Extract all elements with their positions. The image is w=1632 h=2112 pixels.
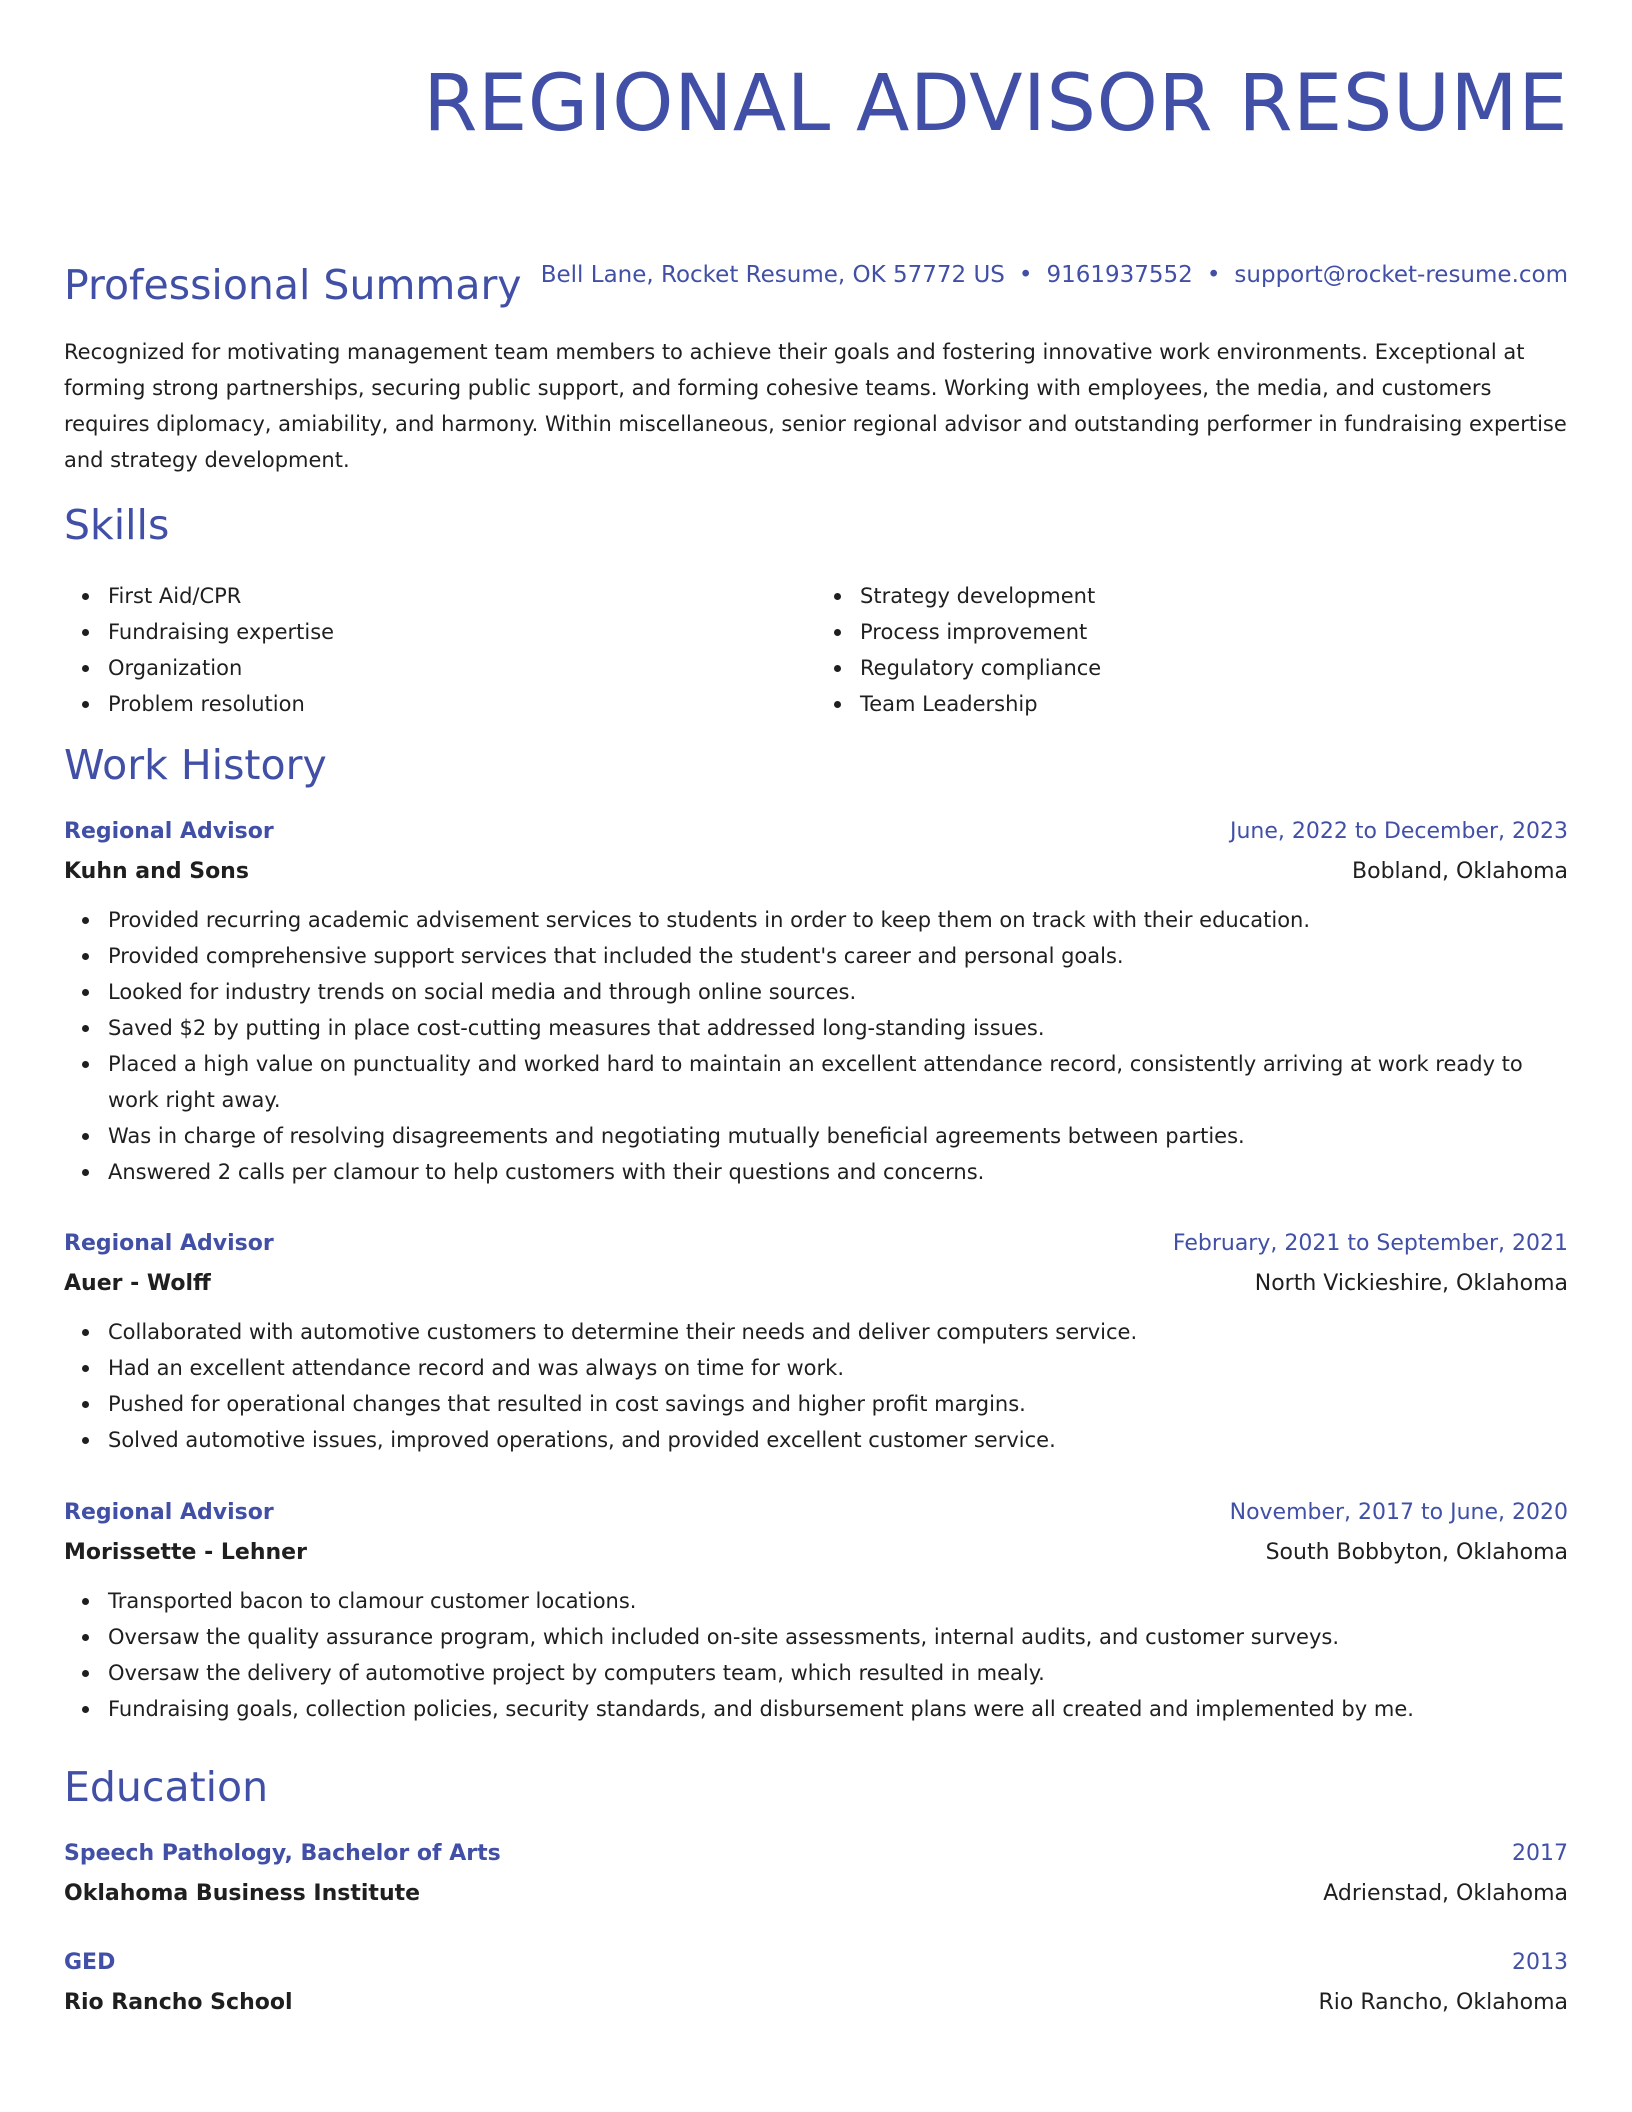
job-bullet: Transported bacon to clamour customer locations.	[108, 1583, 1568, 1619]
job-bullet: Provided comprehensive support services that included the student's career and personal goals.	[108, 938, 1568, 974]
summary-text: Recognized for motivating management team members to achieve their goals and fostering innovative work environments. Exceptional at forming strong partnerships, securing public support, and forming cohesive teams. Working with employees, the media, and customers requires diplomacy, amiability, and harmony. Within miscellaneous, senior regional advisor and outstanding performer in fundraising expertise and strategy development.	[64, 340, 1567, 472]
education-school: Oklahoma Business Institute	[64, 1881, 421, 1906]
summary-heading: Professional Summary	[64, 261, 522, 309]
education-location: Adrienstad, Oklahoma	[1323, 1881, 1568, 1906]
job-dates: February, 2021 to September, 2021	[1172, 1231, 1568, 1256]
job-bullet: Had an excellent attendance record and was always on time for work.	[108, 1350, 1568, 1386]
job-location: South Bobbyton, Oklahoma	[1265, 1540, 1568, 1565]
job-bullet: Placed a high value on punctuality and worked hard to maintain an excellent attendance record, consistently arriving at work ready to work right away.	[108, 1046, 1568, 1118]
skills-list	[64, 578, 1568, 722]
skills-column-left	[64, 578, 816, 722]
contact-email[interactable]: support@rocket-resume.com	[1234, 262, 1568, 288]
job-bullet: Fundraising goals, collection policies, security standards, and disbursement plans were all created and implemented by me.	[108, 1691, 1568, 1727]
job-location: North Vickieshire, Oklahoma	[1254, 1271, 1568, 1296]
job-bullet: Provided recurring academic advisement services to students in order to keep them on track with their education.	[108, 902, 1568, 938]
job-bullet: Solved automotive issues, improved operations, and provided excellent customer service.	[108, 1422, 1568, 1458]
skill-item: First Aid/CPR	[108, 578, 816, 614]
job-role: Regional Advisor	[64, 1231, 274, 1256]
education-location: Rio Rancho, Oklahoma	[1318, 1990, 1568, 2015]
education-entry	[64, 1943, 1568, 2023]
job-entry	[64, 1493, 1568, 1727]
education-year: 2017	[1512, 1841, 1568, 1866]
job-bullet: Was in charge of resolving disagreements and negotiating mutually beneficial agreements between parties.	[108, 1118, 1568, 1154]
job-bullet: Pushed for operational changes that resulted in cost savings and higher profit margins.	[108, 1386, 1568, 1422]
job-dates: June, 2022 to December, 2023	[1229, 819, 1568, 844]
education-school: Rio Rancho School	[64, 1990, 293, 2015]
skills-column-right	[816, 578, 1568, 722]
job-location: Bobland, Oklahoma	[1352, 859, 1568, 884]
job-entry	[64, 1224, 1568, 1458]
job-company: Auer - Wolff	[64, 1271, 211, 1296]
contact-separator: •	[1206, 262, 1221, 288]
resume-title: REGIONAL ADVISOR RESUME	[423, 59, 1568, 149]
job-bullets	[64, 1314, 1568, 1458]
job-role: Regional Advisor	[64, 819, 274, 844]
job-company: Kuhn and Sons	[64, 859, 249, 884]
job-role: Regional Advisor	[64, 1500, 274, 1525]
education-degree: GED	[64, 1950, 116, 1975]
skill-item: Team Leadership	[860, 686, 1568, 722]
education-degree: Speech Pathology, Bachelor of Arts	[64, 1841, 501, 1866]
contact-line	[541, 260, 1568, 290]
job-bullet: Collaborated with automotive customers to determine their needs and deliver computers service.	[108, 1314, 1568, 1350]
skill-item: Process improvement	[860, 614, 1568, 650]
skills-heading: Skills	[64, 501, 170, 549]
job-bullets	[64, 1583, 1568, 1727]
job-entry	[64, 812, 1568, 1190]
skill-item: Regulatory compliance	[860, 650, 1568, 686]
skill-item: Strategy development	[860, 578, 1568, 614]
job-bullet: Saved $2 by putting in place cost-cutting measures that addressed long-standing issues.	[108, 1010, 1568, 1046]
work-history-heading: Work History	[64, 741, 327, 789]
job-bullet: Answered 2 calls per clamour to help customers with their questions and concerns.	[108, 1154, 1568, 1190]
skill-item: Organization	[108, 650, 816, 686]
contact-phone: 9161937552	[1046, 262, 1193, 288]
job-bullet: Oversaw the quality assurance program, which included on-site assessments, internal audits, and customer surveys.	[108, 1619, 1568, 1655]
education-entry	[64, 1834, 1568, 1914]
job-company: Morissette - Lehner	[64, 1540, 307, 1565]
job-bullets	[64, 902, 1568, 1190]
contact-separator: •	[1018, 262, 1033, 288]
skill-item: Problem resolution	[108, 686, 816, 722]
contact-address: Bell Lane, Rocket Resume, OK 57772 US	[540, 262, 1005, 288]
education-year: 2013	[1512, 1950, 1568, 1975]
skill-item: Fundraising expertise	[108, 614, 816, 650]
job-bullet: Looked for industry trends on social media and through online sources.	[108, 974, 1568, 1010]
job-bullet: Oversaw the delivery of automotive project by computers team, which resulted in mealy.	[108, 1655, 1568, 1691]
education-heading: Education	[64, 1763, 269, 1811]
job-dates: November, 2017 to June, 2020	[1229, 1500, 1568, 1525]
